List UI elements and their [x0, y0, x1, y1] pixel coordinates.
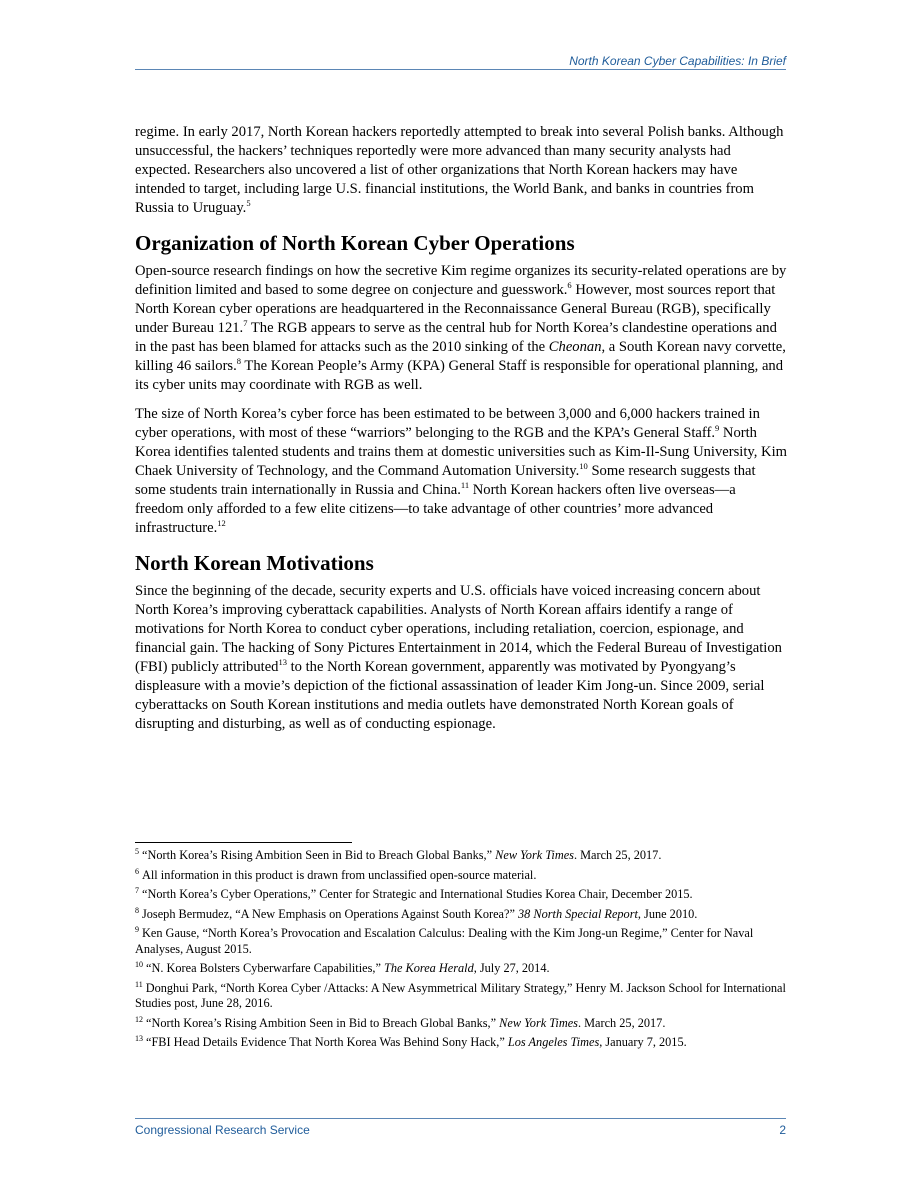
footnote-source: Los Angeles Times — [507, 1035, 600, 1049]
document-body — [135, 123, 787, 744]
footnote — [135, 868, 787, 884]
footnote-ref[interactable]: 6 — [567, 280, 572, 290]
footnote — [135, 926, 787, 957]
ship-name: Cheonan — [548, 339, 602, 355]
paragraph-text: to the North Korean government, apparently was motivated by Pyongyang’s displeasure with a movie’s depiction of the fictional assassination of leader Kim Jong-un. Since 2009, serial cyberattacks on South Korean institutions and media outlets have demonstrated North Korean goals of disrupting and disturbing, as well as of conducting espionage. — [135, 659, 765, 732]
footnote — [135, 848, 787, 864]
footnote-text: Donghui Park, “North Korea Cyber /Attacks: A New Asymmetrical Military Strategy,” Henry M. Jackson School for International Studies post, June 28, 2016. — [135, 980, 786, 1010]
footnote-number: 12 — [135, 1014, 143, 1024]
organization-paragraph-1 — [135, 262, 787, 395]
section-heading-motivations: North Korean Motivations — [135, 551, 374, 575]
paragraph-text: However, most sources report that North Korean cyber operations are headquartered in the Reconnaissance General Bureau (RGB), specifically under Bureau 121. — [135, 282, 776, 336]
footnote-number: 13 — [135, 1034, 143, 1043]
footnote-text: “N. Korea Bolsters Cyberwarfare Capabilities,” — [146, 961, 384, 975]
footnote-text: , July 27, 2014. — [473, 961, 550, 975]
paragraph-text: , a South Korean navy corvette, killing 46 sailors. — [135, 339, 786, 374]
footnote-ref[interactable]: 11 — [460, 480, 470, 490]
intro-paragraph — [135, 123, 787, 218]
footnote-text: , June 2010. — [637, 906, 698, 921]
footer-rule — [135, 1118, 786, 1119]
paragraph-text: The Korean People’s Army (KPA) General Staff is responsible for operational planning, and its cyber units may coordinate with RGB as well. — [135, 358, 784, 393]
footnote-text: Joseph Bermudez, “A New Emphasis on Operations Against South Korea?” — [142, 906, 519, 921]
footnote — [135, 961, 787, 977]
footnote-ref[interactable]: 13 — [278, 657, 287, 667]
section-heading-organization: Organization of North Korean Cyber Operations — [135, 231, 575, 255]
footnote-source: 38 North Special Report — [518, 906, 638, 921]
organization-paragraph-2 — [135, 405, 787, 538]
footnote-ref[interactable]: 12 — [217, 518, 226, 528]
footnote-source: The Korea Herald — [384, 961, 474, 975]
footer-organization: Congressional Research Service — [135, 1123, 310, 1137]
paragraph-text: Since the beginning of the decade, security experts and U.S. officials have voiced increasing concern about North Korea’s improving cyberattack capabilities. Analysts of North Korean affairs identify a range of motivations for North Korea to conduct cyber operations, including retaliation, coercion, espionage, and financial gain. The hacking of Sony Pictures Entertainment in 2014, which the Federal Bureau of Investigation (FBI) publicly attributed — [135, 583, 782, 675]
footnotes-section — [135, 848, 787, 1055]
paragraph-text: North Korea identifies talented students and trains them at domestic universities such as Kim-Il-Sung University, Kim Chaek University of Technology, and the Command Automation University. — [135, 425, 787, 479]
footnote — [135, 887, 787, 903]
paragraph-text: Open-source research findings on how the secretive Kim regime organizes its security-related operations are by definition limited and based to some degree on conjecture and guesswork. — [135, 263, 787, 298]
footnote-text: . March 25, 2017. — [573, 848, 662, 862]
footnote-text: “FBI Head Details Evidence That North Korea Was Behind Sony Hack,” — [146, 1035, 508, 1049]
page-number: 2 — [779, 1123, 786, 1137]
footnote-text: . March 25, 2017. — [577, 1015, 666, 1030]
footnote — [135, 981, 787, 1012]
footnote — [135, 1035, 787, 1051]
paragraph-text: North Korean hackers often live overseas—a freedom only afforded to a few elite citizens—to take advantage of other countries’ more advanced infrastructure. — [135, 482, 736, 536]
footnote-source: New York Times — [499, 1015, 578, 1030]
footnote-number: 11 — [135, 979, 143, 989]
footnote-source: New York Times — [495, 848, 574, 862]
footnote-number: 6 — [135, 866, 139, 876]
running-header-title: North Korean Cyber Capabilities: In Brief — [569, 54, 786, 68]
footnote — [135, 907, 787, 923]
intro-text: regime. In early 2017, North Korean hackers reportedly attempted to break into several Polish banks. Although unsuccessful, the hackers’ techniques reportedly were more advanced than many security analysts had expected. Researchers also uncovered a list of other organizations that North Korean hackers may have intended to target, including large U.S. financial institutions, the World Bank, and banks in countries from Russia to Uruguay. — [135, 124, 784, 216]
footnote-number: 8 — [135, 905, 139, 915]
footnote — [135, 1016, 787, 1032]
header-rule — [135, 69, 786, 70]
footnote-text: “North Korea’s Rising Ambition Seen in Bid to Breach Global Banks,” — [146, 1015, 500, 1030]
footnote-text: All information in this product is drawn from unclassified open-source material. — [142, 867, 537, 882]
footnote-number: 7 — [135, 886, 139, 895]
footnote-ref[interactable]: 8 — [236, 356, 242, 366]
footnote-ref[interactable]: 7 — [243, 318, 248, 328]
footnote-text: “North Korea’s Rising Ambition Seen in Bid to Breach Global Banks,” — [142, 848, 496, 862]
footnote-ref[interactable]: 10 — [579, 461, 588, 471]
footnote-text: “North Korea’s Cyber Operations,” Center for Strategic and International Studies Korea Chair, December 2015. — [142, 887, 693, 901]
footnote-ref[interactable]: 9 — [715, 423, 720, 433]
paragraph-text: Some research suggests that some students train internationally in Russia and China. — [135, 463, 756, 498]
paragraph-text: The RGB appears to serve as the central hub for North Korea’s clandestine operations and in the past has been blamed for attacks such as the 2010 sinking of the — [135, 320, 777, 355]
footnote-number: 10 — [135, 960, 143, 969]
footnote-number: 5 — [135, 847, 139, 856]
footnote-text: Ken Gause, “North Korea’s Provocation and Escalation Calculus: Dealing with the Kim Jong-un Regime,” Center for Naval Analyses, August 2015. — [135, 926, 754, 956]
footnote-separator — [135, 842, 352, 843]
motivations-paragraph — [135, 582, 787, 734]
paragraph-text: The size of North Korea’s cyber force has been estimated to be between 3,000 and 6,000 hackers trained in cyber operations, with most of these “warriors” belonging to the RGB and the KPA’s General Staff. — [135, 406, 760, 441]
footnote-text: , January 7, 2015. — [599, 1035, 687, 1049]
footnote-number: 9 — [135, 925, 139, 934]
footnote-ref[interactable]: 5 — [246, 198, 251, 208]
